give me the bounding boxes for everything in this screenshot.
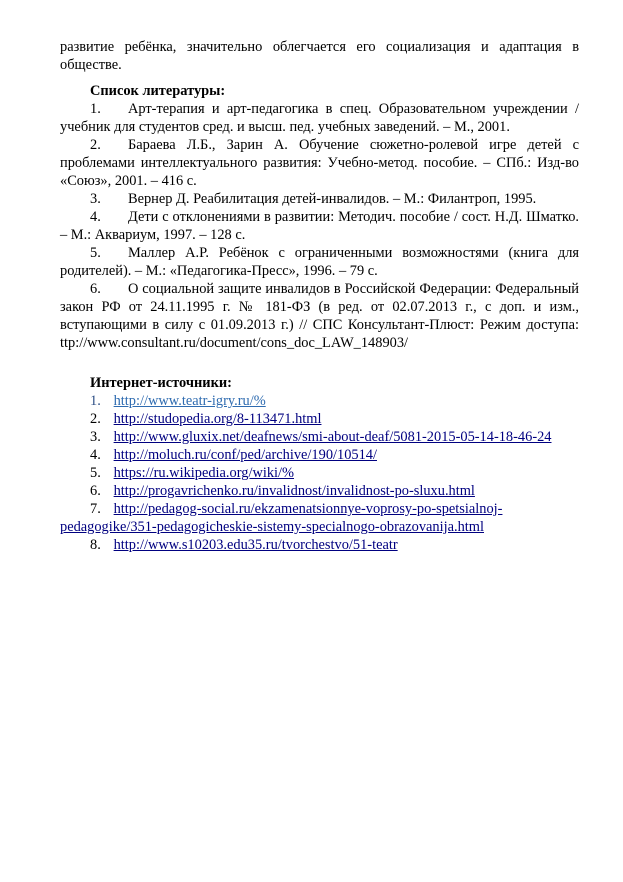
literature-item <box>60 136 579 190</box>
literature-item <box>60 280 579 352</box>
literature-heading: Список литературы: <box>90 83 226 99</box>
literature-item <box>60 100 579 136</box>
item-number: 3. <box>90 191 101 207</box>
internet-list <box>60 392 579 554</box>
item-text: Вернер Д. Реабилитация детей-инвалидов. – М.: Филантроп, 1995. <box>128 191 537 207</box>
item-number: 2. <box>90 137 101 153</box>
internet-item <box>60 536 579 554</box>
internet-item <box>60 410 579 428</box>
internet-item <box>60 428 579 446</box>
internet-item <box>60 482 579 500</box>
item-text: Маллер А.Р. Ребёнок с ограниченными возможностями (книга для родителей). – М.: «Педагогика-Пресс», 1996. – 79 с. <box>60 245 579 279</box>
literature-item <box>60 244 579 280</box>
source-link[interactable]: http://studopedia.org/8-113471.html <box>113 411 322 427</box>
literature-item <box>60 208 579 244</box>
item-text: О социальной защите инвалидов в Российской Федерации: Федеральный закон РФ от 24.11.1995 г. № 181-ФЗ (в ред. от 02.07.2013 г., с доп. и изм., вступающими в силу с 01.09.2013 г.) // СПС Консультант-Плюст: Режим доступа: ttp://www.consultant.ru/document/cons_doc_LAW_148903/ <box>60 281 579 351</box>
item-number: 8. <box>90 537 101 553</box>
item-number: 5. <box>90 465 101 481</box>
source-link[interactable]: http://progavrichenko.ru/invalidnost/invalidnost-po-sluxu.html <box>113 483 475 499</box>
literature-list <box>60 100 579 352</box>
source-link[interactable]: http://www.gluxix.net/deafnews/smi-about-deaf/5081-2015-05-14-18-46-24 <box>113 429 552 445</box>
source-link[interactable]: https://ru.wikipedia.org/wiki/% <box>113 465 295 481</box>
intro-paragraph: развитие ребёнка, значительно облегчается его социализация и адаптация в обществе. <box>60 39 579 73</box>
item-text: Бараева Л.Б., Зарин А. Обучение сюжетно-ролевой игре детей с проблемами интеллектуального развития: Учебно-метод. пособие. – СПб.: Изд-во «Союз», 2001. – 416 с. <box>60 137 579 189</box>
source-link[interactable]: http://www.s10203.edu35.ru/tvorchestvo/51-teatr <box>113 537 398 553</box>
document-body <box>60 38 579 554</box>
item-text: Арт-терапия и арт-педагогика в спец. Образовательном учреждении / учебник для студентов сред. и высш. пед. учебных заведений. – М., 2001. <box>60 101 579 135</box>
item-number: 1. <box>90 393 101 409</box>
item-text: Дети с отклонениями в развитии: Методич. пособие / сост. Н.Д. Шматко. – М.: Аквариум, 1997. – 128 с. <box>60 209 579 243</box>
item-number: 4. <box>90 447 101 463</box>
internet-heading: Интернет-источники: <box>90 375 232 391</box>
internet-item <box>60 500 579 536</box>
source-link[interactable]: http://www.teatr-igry.ru/% <box>113 393 266 409</box>
item-number: 2. <box>90 411 101 427</box>
item-number: 4. <box>90 209 101 225</box>
internet-item <box>60 446 579 464</box>
item-number: 7. <box>90 501 101 517</box>
internet-item <box>60 464 579 482</box>
source-link[interactable]: http://moluch.ru/conf/ped/archive/190/10514/ <box>113 447 377 463</box>
literature-item <box>60 190 579 208</box>
item-number: 1. <box>90 101 101 117</box>
source-link[interactable]: http://pedagog-social.ru/ekzamenatsionnye-voprosy-po-spetsialnoj-pedagogike/351-pedagogicheskie-sistemy-specialnogo-obrazovanija.html <box>60 501 503 535</box>
item-number: 3. <box>90 429 101 445</box>
item-number: 5. <box>90 245 101 261</box>
internet-item <box>60 392 579 410</box>
item-number: 6. <box>90 281 101 297</box>
item-number: 6. <box>90 483 101 499</box>
